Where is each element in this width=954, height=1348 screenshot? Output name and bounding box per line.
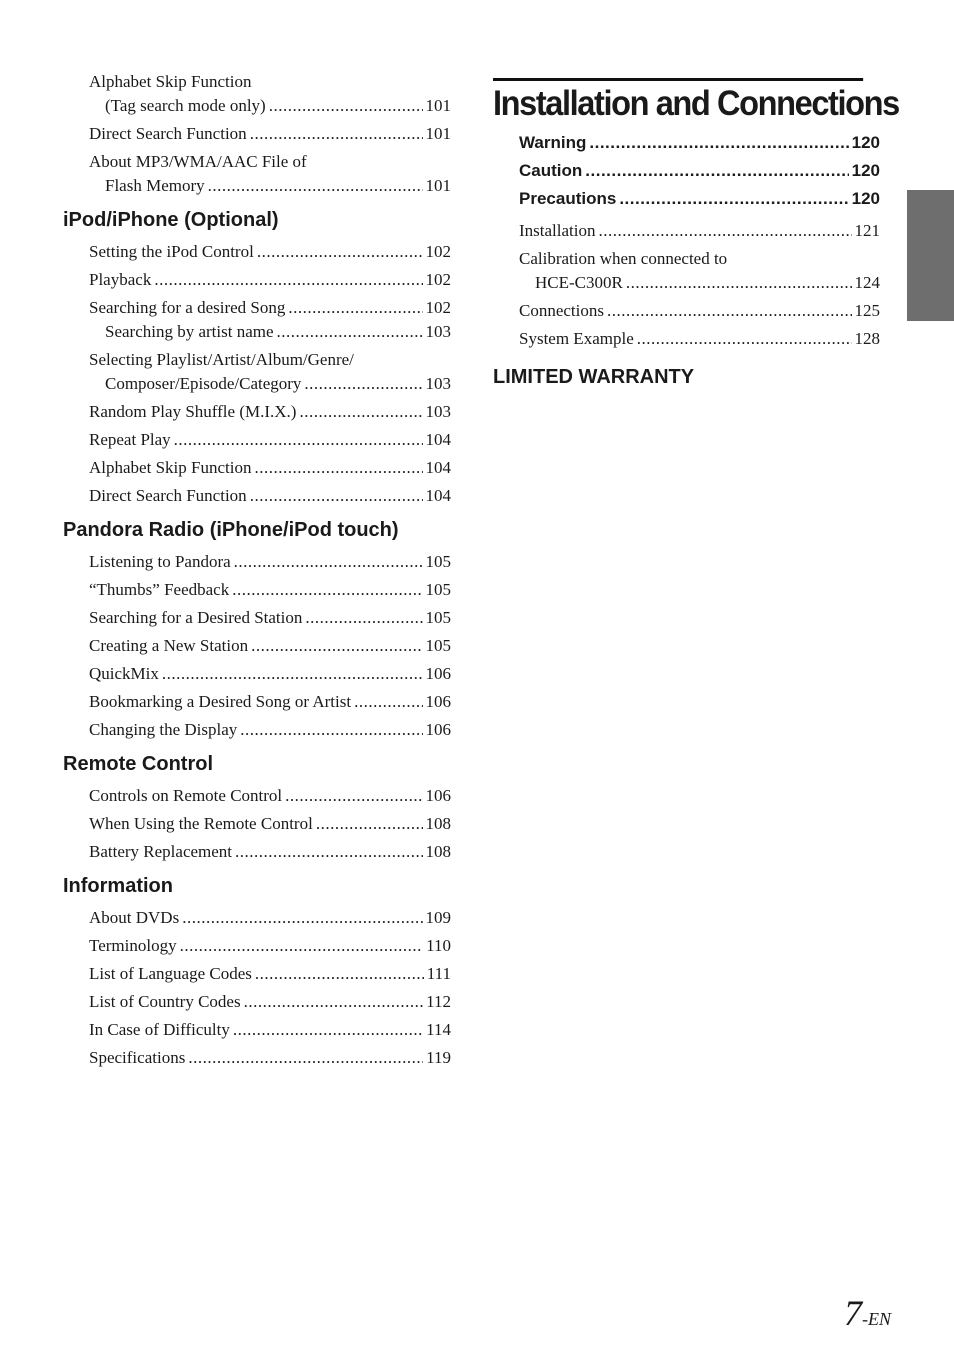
toc-entry[interactable] bbox=[89, 174, 451, 198]
toc-entry-title: About DVDs bbox=[89, 908, 180, 927]
toc-left-column bbox=[63, 70, 451, 1074]
toc-entry[interactable] bbox=[519, 185, 880, 213]
toc-page-number: 102 bbox=[425, 242, 451, 261]
toc-entry-title: Repeat Play bbox=[89, 430, 171, 449]
toc-item bbox=[519, 327, 880, 351]
toc-leader-dots bbox=[232, 578, 422, 602]
toc-item bbox=[89, 296, 451, 344]
toc-entry[interactable] bbox=[89, 718, 451, 742]
section-heading[interactable]: Information bbox=[63, 875, 173, 897]
toc-page-number: 120 bbox=[851, 133, 880, 152]
toc-entry[interactable] bbox=[89, 578, 451, 602]
toc-entry-title: Alphabet Skip Function bbox=[89, 458, 252, 477]
toc-entry-line: Calibration when connected to bbox=[519, 249, 728, 268]
toc-page-number: 125 bbox=[854, 301, 880, 320]
limited-warranty-heading[interactable]: LIMITED WARRANTY bbox=[493, 366, 695, 388]
toc-leader-dots bbox=[277, 320, 423, 344]
toc-item bbox=[89, 606, 451, 630]
toc-entry[interactable] bbox=[89, 296, 451, 320]
toc-item bbox=[89, 122, 451, 146]
toc-entry-title: Setting the iPod Control bbox=[89, 242, 254, 261]
toc-entry[interactable] bbox=[89, 550, 451, 574]
toc-entry-line: Selecting Playlist/Artist/Album/Genre/ bbox=[89, 350, 354, 369]
toc-entry-title: When Using the Remote Control bbox=[89, 814, 313, 833]
toc-page-number: 101 bbox=[425, 176, 451, 195]
toc-entry[interactable] bbox=[89, 840, 451, 864]
toc-entry[interactable] bbox=[89, 122, 451, 146]
toc-page-number: 128 bbox=[854, 329, 880, 348]
toc-page-number: 105 bbox=[425, 608, 451, 627]
toc-right-column bbox=[493, 78, 899, 397]
toc-leader-dots bbox=[619, 185, 848, 213]
toc-leader-dots bbox=[285, 784, 422, 808]
toc-page-number: 102 bbox=[425, 298, 451, 317]
toc-page-number: 106 bbox=[425, 692, 451, 711]
toc-page-number: 101 bbox=[425, 96, 451, 115]
toc-page-number: 103 bbox=[425, 402, 451, 421]
toc-page-number: 111 bbox=[426, 964, 451, 983]
toc-entry-title: Caution bbox=[519, 161, 583, 180]
toc-leader-dots bbox=[162, 662, 423, 686]
toc-entry[interactable] bbox=[89, 320, 451, 344]
toc-entry-title: Connections bbox=[519, 301, 604, 320]
toc-leader-dots bbox=[208, 174, 423, 198]
toc-entry[interactable] bbox=[89, 662, 451, 686]
toc-entry-title: Battery Replacement bbox=[89, 842, 233, 861]
toc-entry-title: Flash Memory bbox=[105, 176, 205, 195]
toc-entry[interactable] bbox=[519, 129, 880, 157]
toc-entry-line: About MP3/WMA/AAC File of bbox=[89, 152, 307, 171]
toc-entry-title: Precautions bbox=[519, 189, 617, 208]
toc-page-number: 106 bbox=[425, 786, 451, 805]
toc-leader-dots bbox=[251, 634, 422, 658]
toc-entry-title: Listening to Pandora bbox=[89, 552, 231, 571]
toc-page-number: 108 bbox=[425, 814, 451, 833]
toc-entry[interactable] bbox=[519, 327, 880, 351]
toc-entry-title: Specifications bbox=[89, 1048, 186, 1067]
toc-leader-dots bbox=[182, 906, 422, 930]
toc-entry[interactable] bbox=[89, 456, 451, 480]
toc-page-number: 102 bbox=[425, 270, 451, 289]
toc-item bbox=[89, 634, 451, 658]
toc-page-number: 104 bbox=[425, 430, 451, 449]
toc-entry-title: Direct Search Function bbox=[89, 124, 247, 143]
toc-page-number: 105 bbox=[425, 580, 451, 599]
toc-entry-title: Installation bbox=[519, 221, 596, 240]
toc-entry-title: Changing the Display bbox=[89, 720, 238, 739]
toc-page-number: 106 bbox=[425, 664, 451, 683]
page-number bbox=[844, 1292, 891, 1334]
toc-page-number: 112 bbox=[426, 992, 451, 1011]
toc-page-number: 105 bbox=[425, 636, 451, 655]
toc-page-number: 103 bbox=[425, 374, 451, 393]
toc-page-number: 104 bbox=[425, 458, 451, 477]
toc-entry-title: List of Language Codes bbox=[89, 964, 252, 983]
toc-leader-dots bbox=[250, 484, 423, 508]
toc-item bbox=[89, 150, 451, 198]
toc-page-number: 110 bbox=[426, 936, 451, 955]
toc-leader-dots bbox=[255, 962, 424, 986]
toc-item bbox=[89, 578, 451, 602]
toc-leader-dots bbox=[244, 990, 424, 1014]
toc-leader-dots bbox=[304, 372, 422, 396]
toc-item bbox=[89, 70, 451, 118]
toc-entry-title: QuickMix bbox=[89, 664, 159, 683]
section-title-installation: Installation and Connections bbox=[493, 78, 863, 125]
toc-leader-dots bbox=[188, 1046, 423, 1070]
toc-item bbox=[89, 484, 451, 508]
toc-entry-line: Alphabet Skip Function bbox=[89, 72, 252, 91]
section-heading[interactable]: iPod/iPhone (Optional) bbox=[63, 209, 279, 231]
toc-entry-title: Terminology bbox=[89, 936, 177, 955]
toc-leader-dots bbox=[589, 129, 848, 157]
toc-item bbox=[89, 1046, 451, 1070]
toc-entry-title: Warning bbox=[519, 133, 587, 152]
toc-entry-title: (Tag search mode only) bbox=[105, 96, 266, 115]
toc-page-number: 114 bbox=[426, 1020, 451, 1039]
toc-entry[interactable] bbox=[519, 219, 880, 243]
toc-entry[interactable] bbox=[89, 906, 451, 930]
toc-item bbox=[89, 840, 451, 864]
toc-leader-dots bbox=[250, 122, 423, 146]
toc-item bbox=[89, 690, 451, 714]
toc-page-number: 103 bbox=[425, 322, 451, 341]
toc-entry[interactable] bbox=[89, 400, 451, 424]
toc-leader-dots bbox=[269, 94, 423, 118]
toc-leader-dots bbox=[233, 1018, 423, 1042]
toc-entry[interactable] bbox=[89, 428, 451, 452]
toc-leader-dots bbox=[299, 400, 422, 424]
toc-entry[interactable] bbox=[89, 268, 451, 292]
toc-entry[interactable] bbox=[89, 94, 451, 118]
toc-item bbox=[89, 784, 451, 808]
toc-leader-dots bbox=[154, 268, 422, 292]
toc-leader-dots bbox=[254, 456, 422, 480]
installation-entry-list bbox=[519, 129, 880, 351]
toc-entry-title: System Example bbox=[519, 329, 634, 348]
toc-entry-title: Searching for a desired Song bbox=[89, 298, 286, 317]
toc-page-number: 105 bbox=[425, 552, 451, 571]
toc-leader-dots bbox=[174, 428, 423, 452]
toc-leader-dots bbox=[235, 840, 422, 864]
section-heading[interactable]: Pandora Radio (iPhone/iPod touch) bbox=[63, 519, 399, 541]
toc-leader-dots bbox=[240, 718, 422, 742]
page-number-suffix: -EN bbox=[862, 1309, 891, 1329]
toc-item bbox=[519, 219, 880, 243]
toc-leader-dots bbox=[585, 157, 848, 185]
toc-item bbox=[89, 550, 451, 574]
toc-item bbox=[519, 247, 880, 295]
toc-entry[interactable] bbox=[89, 634, 451, 658]
toc-entry[interactable] bbox=[89, 606, 451, 630]
toc-item bbox=[89, 906, 451, 930]
toc-entry-title: List of Country Codes bbox=[89, 992, 241, 1011]
toc-item bbox=[89, 348, 451, 396]
toc-entry-title: “Thumbs” Feedback bbox=[89, 580, 230, 599]
toc-entry[interactable] bbox=[89, 1018, 451, 1042]
toc-page-number: 120 bbox=[851, 161, 880, 180]
toc-leader-dots bbox=[234, 550, 423, 574]
toc-entry[interactable] bbox=[89, 1046, 451, 1070]
toc-item bbox=[89, 428, 451, 452]
toc-entry-title: Bookmarking a Desired Song or Artist bbox=[89, 692, 352, 711]
toc-entry-title: Controls on Remote Control bbox=[89, 786, 283, 805]
toc-entry-title: Searching for a Desired Station bbox=[89, 608, 303, 627]
toc-leader-dots bbox=[305, 606, 422, 630]
toc-entry[interactable] bbox=[89, 812, 451, 836]
section-heading[interactable]: Remote Control bbox=[63, 753, 213, 775]
toc-entry[interactable] bbox=[89, 240, 451, 264]
chapter-tab-marker bbox=[907, 190, 954, 321]
toc-entry[interactable] bbox=[89, 484, 451, 508]
toc-page-number: 101 bbox=[425, 124, 451, 143]
toc-entry[interactable] bbox=[89, 934, 451, 958]
toc-entry[interactable] bbox=[89, 372, 451, 396]
toc-leader-dots bbox=[354, 690, 422, 714]
toc-entry[interactable] bbox=[89, 962, 451, 986]
toc-leader-dots bbox=[288, 296, 422, 320]
toc-page-number: 106 bbox=[425, 720, 451, 739]
toc-page-number: 104 bbox=[425, 486, 451, 505]
toc-entry-title: HCE-C300R bbox=[535, 273, 623, 292]
toc-entry-title: Direct Search Function bbox=[89, 486, 247, 505]
toc-item bbox=[89, 662, 451, 686]
toc-entry-title: Random Play Shuffle (M.I.X.) bbox=[89, 402, 297, 421]
toc-leader-dots bbox=[257, 240, 423, 264]
toc-leader-dots bbox=[316, 812, 423, 836]
toc-entry[interactable] bbox=[89, 990, 451, 1014]
toc-entry[interactable] bbox=[519, 299, 880, 323]
toc-entry-title: Creating a New Station bbox=[89, 636, 249, 655]
toc-page-number: 121 bbox=[854, 221, 880, 240]
toc-leader-dots bbox=[180, 934, 424, 958]
toc-leader-dots bbox=[598, 219, 851, 243]
toc-entry[interactable] bbox=[519, 271, 880, 295]
toc-page-number: 108 bbox=[425, 842, 451, 861]
toc-page-number: 119 bbox=[426, 1048, 451, 1067]
toc-entry-title: Playback bbox=[89, 270, 152, 289]
toc-item bbox=[89, 1018, 451, 1042]
toc-item bbox=[519, 299, 880, 323]
toc-item bbox=[89, 456, 451, 480]
toc-entry[interactable] bbox=[89, 784, 451, 808]
toc-leader-dots bbox=[626, 271, 852, 295]
toc-page-number: 120 bbox=[851, 189, 880, 208]
toc-leader-dots bbox=[637, 327, 852, 351]
toc-entry-title: In Case of Difficulty bbox=[89, 1020, 230, 1039]
toc-item bbox=[89, 990, 451, 1014]
toc-item bbox=[89, 400, 451, 424]
page-number-value: 7 bbox=[844, 1293, 862, 1333]
toc-item bbox=[89, 934, 451, 958]
toc-item bbox=[89, 718, 451, 742]
toc-item bbox=[89, 268, 451, 292]
toc-item bbox=[89, 962, 451, 986]
toc-page-number: 124 bbox=[854, 273, 880, 292]
toc-entry-title: Searching by artist name bbox=[105, 322, 274, 341]
toc-entry-title: Composer/Episode/Category bbox=[105, 374, 302, 393]
toc-leader-dots bbox=[607, 299, 852, 323]
toc-page-number: 109 bbox=[425, 908, 451, 927]
toc-item bbox=[89, 240, 451, 264]
toc-entry[interactable] bbox=[519, 157, 880, 185]
toc-item bbox=[89, 812, 451, 836]
toc-entry[interactable] bbox=[89, 690, 451, 714]
